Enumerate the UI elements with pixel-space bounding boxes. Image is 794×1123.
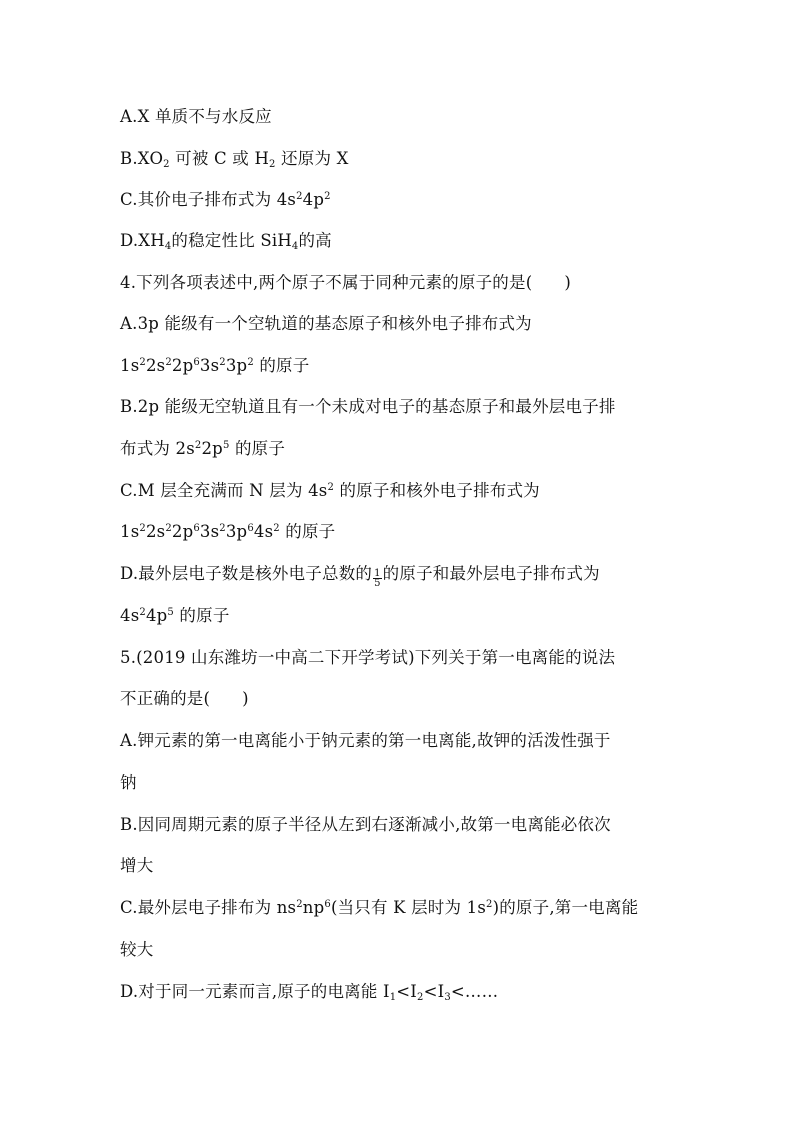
superscript: 2 <box>139 607 146 618</box>
option-label: B. <box>120 815 138 834</box>
question-text: 下列各项表述中,两个原子不属于同种元素的原子的是( <box>136 273 533 292</box>
formula-part: <…… <box>450 982 499 1001</box>
q4-option-a-line2 <box>120 356 309 376</box>
config-part: 1s <box>120 522 140 541</box>
option-text: 布式为 2s <box>120 439 195 458</box>
superscript: 2 <box>247 357 254 368</box>
superscript: 2 <box>324 191 331 202</box>
option-text: (当只有 K 层时为 1s <box>330 898 487 917</box>
superscript: 2 <box>219 523 226 534</box>
q4-option-d-line2 <box>120 606 230 626</box>
q4-option-c-line1 <box>120 481 540 501</box>
config-part: 4s <box>120 606 140 625</box>
superscript: 5 <box>167 607 174 618</box>
question-text: (2019 山东潍坊一中高二下开学考试)下列关于第一电离能的说法 <box>136 648 616 667</box>
superscript: 2 <box>165 357 172 368</box>
question-5-stem-line2 <box>120 689 249 709</box>
option-text: 因同周期元素的原子半径从左到右逐渐减小,故第一电离能必依次 <box>137 815 611 834</box>
fraction-one-fifth <box>373 569 382 588</box>
prev-option-b <box>120 149 349 169</box>
formula-part: <I <box>396 982 418 1001</box>
option-text: 对于同一元素而言,原子的电离能 I <box>138 982 390 1001</box>
option-label: B. <box>120 149 138 168</box>
prev-option-c <box>120 190 331 210</box>
question-number: 5. <box>120 648 137 667</box>
q5-option-a-line1 <box>120 731 611 751</box>
q5-option-a-line2 <box>120 773 137 793</box>
option-label: C. <box>120 481 138 500</box>
subscript: 2 <box>269 159 276 170</box>
superscript: 6 <box>247 523 254 534</box>
superscript: 6 <box>193 523 200 534</box>
superscript: 2 <box>327 482 335 493</box>
option-label: C. <box>120 898 138 917</box>
option-text: )的原子,第一电离能 <box>492 898 639 917</box>
formula-part: 4p <box>302 190 325 209</box>
config-part: 3s <box>199 356 220 375</box>
option-text: 还原为 X <box>275 149 349 168</box>
config-part: 2p <box>201 439 223 458</box>
config-part: 2s <box>145 356 166 375</box>
question-text: ) <box>564 273 571 292</box>
prev-option-a <box>120 107 272 127</box>
superscript: 2 <box>194 440 202 451</box>
superscript: 2 <box>165 523 172 534</box>
question-text: ) <box>242 689 249 708</box>
option-text: 的原子 <box>253 356 310 375</box>
option-text: 的原子和最外层电子排布式为 <box>382 564 600 583</box>
option-text: 的稳定性比 SiH <box>171 231 292 250</box>
superscript: 2 <box>486 899 493 910</box>
q5-option-c-line2 <box>120 940 153 960</box>
superscript: 2 <box>296 899 303 910</box>
superscript: 2 <box>219 357 226 368</box>
q4-option-c-line2 <box>120 522 335 542</box>
config-part: 4s <box>253 522 274 541</box>
option-text: 可被 C 或 H <box>169 149 270 168</box>
subscript: 4 <box>291 241 299 252</box>
fraction-numerator: 1 <box>374 568 381 579</box>
question-number: 4. <box>120 273 137 292</box>
question-text: 不正确的是( <box>120 689 211 708</box>
option-text: 的原子 <box>229 439 286 458</box>
subscript: 2 <box>417 992 424 1003</box>
prev-option-d <box>120 231 332 251</box>
option-text: 钾元素的第一电离能小于钠元素的第一电离能,故钾的活泼性强于 <box>137 731 611 750</box>
superscript: 2 <box>139 523 146 534</box>
config-part: 2p <box>171 356 194 375</box>
config-part: 2p <box>171 522 194 541</box>
option-text: 3p 能级有一个空轨道的基态原子和核外电子排布式为 <box>137 314 532 333</box>
q5-option-d <box>120 982 498 1002</box>
subscript: 4 <box>164 241 172 252</box>
option-label: A. <box>120 107 138 126</box>
formula-part: <I <box>423 982 445 1001</box>
subscript: 1 <box>389 992 397 1003</box>
config-part: 3p <box>225 522 248 541</box>
question-5-stem-line1 <box>120 648 615 668</box>
option-text: 其价电子排布式为 4s <box>137 190 297 209</box>
option-text: 最外层电子排布为 ns <box>137 898 297 917</box>
q4-option-d-line1 <box>120 564 600 588</box>
q4-option-a-line1 <box>120 314 532 334</box>
option-label: C. <box>120 190 138 209</box>
option-text: 钠 <box>120 773 137 792</box>
superscript: 2 <box>273 523 280 534</box>
config-part: 2s <box>145 522 166 541</box>
option-label: D. <box>120 231 139 250</box>
option-label: B. <box>120 397 138 416</box>
option-text: 的原子和核外电子排布式为 <box>334 481 540 500</box>
config-part: 3s <box>199 522 220 541</box>
config-part: 1s <box>120 356 140 375</box>
subscript: 3 <box>444 992 451 1003</box>
formula-part: XH <box>138 231 165 250</box>
q4-option-b-line2 <box>120 439 285 459</box>
option-text: X 单质不与水反应 <box>137 107 272 126</box>
option-text: 最外层电子数是核外电子总数的 <box>138 564 373 583</box>
q5-option-c-line1 <box>120 898 638 918</box>
q5-option-b-line2 <box>120 856 153 876</box>
q4-option-b-line1 <box>120 397 616 417</box>
subscript: 2 <box>163 159 170 170</box>
option-text: 2p 能级无空轨道且有一个未成对电子的基态原子和最外层电子排 <box>137 397 616 416</box>
superscript: 5 <box>222 440 230 451</box>
superscript: 2 <box>296 191 303 202</box>
option-text: 的原子 <box>173 606 230 625</box>
q5-option-b-line1 <box>120 815 611 835</box>
superscript: 6 <box>324 899 331 910</box>
config-part: 4p <box>145 606 168 625</box>
superscript: 6 <box>193 357 200 368</box>
fraction-denominator: 5 <box>374 578 381 589</box>
question-4-stem <box>120 273 571 293</box>
option-text: 的原子 <box>279 522 336 541</box>
option-text: 的高 <box>298 231 332 250</box>
option-label: D. <box>120 564 139 583</box>
option-label: A. <box>120 731 138 750</box>
config-part: np <box>302 898 325 917</box>
formula-part: XO <box>137 149 164 168</box>
config-part: 3p <box>225 356 248 375</box>
option-label: D. <box>120 982 139 1001</box>
option-text: 增大 <box>120 856 154 875</box>
superscript: 2 <box>139 357 146 368</box>
option-label: A. <box>120 314 138 333</box>
option-text: M 层全充满而 N 层为 4s <box>137 481 328 500</box>
option-text: 较大 <box>120 940 154 959</box>
